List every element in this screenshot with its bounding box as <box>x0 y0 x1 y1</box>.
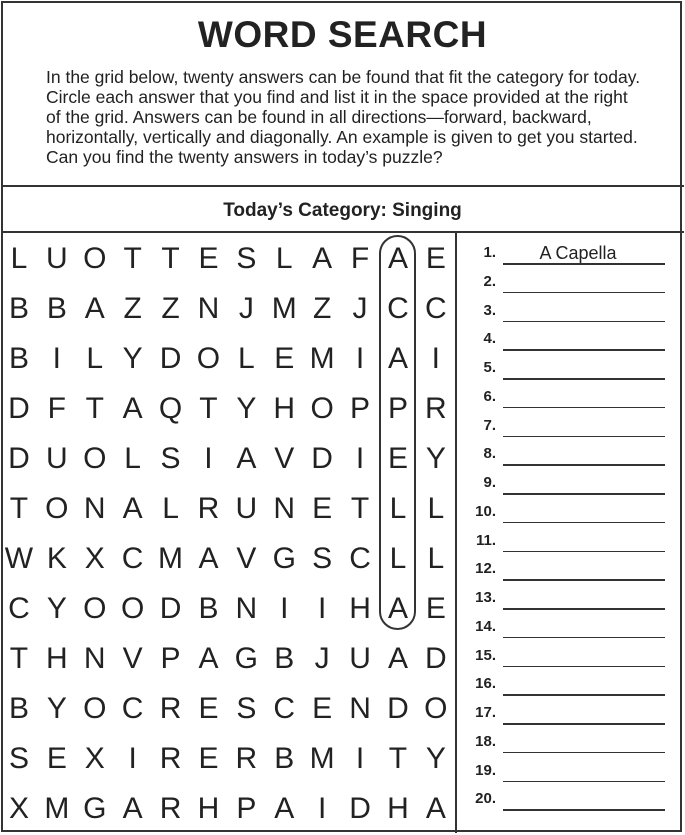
answer-number: 5. <box>483 359 496 376</box>
grid-cell[interactable]: I <box>52 342 61 375</box>
grid-cell[interactable]: T <box>9 642 29 675</box>
grid-cell[interactable]: U <box>349 642 371 675</box>
divider-top <box>1 185 684 187</box>
grid-cell[interactable]: T <box>9 492 29 525</box>
answer-blank[interactable] <box>503 809 665 811</box>
grid-cell[interactable]: B <box>46 292 67 325</box>
grid-cell[interactable]: Y <box>46 592 67 625</box>
grid-cell[interactable]: A <box>122 492 143 525</box>
grid-cell[interactable]: D <box>387 692 409 725</box>
grid-cell[interactable]: S <box>160 442 181 475</box>
answer-number: 19. <box>475 761 496 779</box>
grid-cell[interactable]: E <box>425 242 446 275</box>
grid-cell[interactable]: I <box>317 592 327 625</box>
grid-cell[interactable]: X <box>8 792 29 825</box>
grid-cell[interactable]: N <box>83 492 106 525</box>
answer-number: 11. <box>475 531 496 549</box>
grid-cell[interactable]: B <box>274 742 295 775</box>
grid-cell[interactable]: A <box>312 242 333 275</box>
grid-cell[interactable]: H <box>273 392 296 425</box>
grid-cell[interactable]: T <box>161 242 180 275</box>
grid-cell[interactable]: H <box>387 792 409 825</box>
answer-number: 4. <box>483 330 496 348</box>
grid-cell[interactable]: A <box>122 392 143 425</box>
grid-cell[interactable]: C <box>425 292 447 325</box>
answer-blank[interactable] <box>503 579 665 581</box>
grid-cell[interactable]: E <box>46 742 67 775</box>
grid-cell[interactable]: Y <box>425 442 446 475</box>
grid-cell[interactable]: P <box>387 392 408 425</box>
grid-cell[interactable]: A <box>274 792 295 825</box>
grid-cell[interactable]: V <box>236 542 257 575</box>
grid-cell[interactable]: O <box>83 692 107 725</box>
grid-cell[interactable]: N <box>197 292 220 325</box>
grid-cell[interactable]: H <box>197 792 220 825</box>
grid-cell[interactable]: K <box>46 542 67 575</box>
grid-cell[interactable]: J <box>352 292 368 325</box>
grid-cell[interactable]: T <box>123 242 142 275</box>
grid-cell[interactable]: T <box>85 392 104 425</box>
instructions-text: In the grid below, twenty answers can be found that fit the category for today. Circle each answer that you find and list it in the space provided at the right of the grid. Answers can be found in all directions—forward, backward, horizontally, vertically and diagonally. An example is given to get you started. Can you find the twenty answers in today’s puzzle? <box>46 67 641 167</box>
grid-cell[interactable]: J <box>238 292 254 325</box>
example-answer-circle <box>379 235 416 630</box>
grid-cell[interactable]: A <box>387 242 408 275</box>
answer-blank[interactable] <box>503 694 665 696</box>
grid-cell[interactable]: C <box>121 542 144 575</box>
answer-number: 12. <box>475 560 496 578</box>
grid-cell[interactable]: O <box>83 242 107 275</box>
answer-blank[interactable] <box>503 637 665 639</box>
grid-cell[interactable]: J <box>314 642 330 675</box>
grid-cell[interactable]: O <box>196 342 221 375</box>
answer-number: 17. <box>475 704 496 721</box>
answer-number: 2. <box>483 272 496 290</box>
grid-cell[interactable]: A <box>387 592 408 625</box>
grid-cell[interactable]: T <box>388 742 408 775</box>
grid-cell[interactable]: U <box>235 492 258 525</box>
grid-cell[interactable]: Y <box>122 342 143 375</box>
grid-cell[interactable]: X <box>84 542 105 575</box>
grid-cell[interactable]: L <box>86 342 104 375</box>
answer-number: 9. <box>483 474 496 491</box>
grid-cell[interactable]: N <box>273 492 296 525</box>
grid-cell[interactable]: R <box>425 392 447 425</box>
grid-cell[interactable]: E <box>425 592 446 625</box>
grid-cell[interactable]: Z <box>123 292 142 325</box>
grid-cell[interactable]: L <box>237 342 255 375</box>
grid-cell[interactable]: B <box>274 642 295 675</box>
grid-cell[interactable]: O <box>83 592 107 625</box>
grid-cell[interactable]: P <box>350 392 371 425</box>
grid-cell[interactable]: E <box>274 342 295 375</box>
grid-cell[interactable]: R <box>197 492 220 525</box>
grid-cell[interactable]: S <box>236 242 257 275</box>
grid-cell[interactable]: I <box>317 792 327 825</box>
grid-cell[interactable]: V <box>274 442 295 475</box>
grid-cell[interactable]: S <box>236 692 257 725</box>
grid-cell[interactable]: R <box>159 792 182 825</box>
grid-cell[interactable]: I <box>431 342 440 375</box>
grid-cell[interactable]: L <box>275 242 293 275</box>
grid-cell[interactable]: D <box>311 442 333 475</box>
answer-blank[interactable] <box>503 436 665 438</box>
grid-cell[interactable]: A <box>236 442 257 475</box>
grid-cell[interactable]: A <box>198 642 219 675</box>
answer-number: 13. <box>475 589 496 606</box>
grid-cell[interactable]: O <box>120 592 145 625</box>
grid-cell[interactable]: U <box>46 242 68 275</box>
answer-blank[interactable] <box>503 321 665 323</box>
answer-blank[interactable] <box>503 551 665 553</box>
answer-blank[interactable] <box>503 608 665 610</box>
grid-cell[interactable]: N <box>235 592 258 625</box>
grid-cell[interactable]: D <box>8 442 30 475</box>
answer-number: 16. <box>475 675 496 693</box>
grid-cell[interactable]: E <box>198 242 219 275</box>
answer-number: 1. <box>483 244 496 261</box>
grid-cell[interactable]: C <box>121 692 144 725</box>
grid-cell[interactable]: I <box>280 592 289 625</box>
grid-cell[interactable]: O <box>310 392 334 425</box>
answer-blank[interactable] <box>503 292 665 294</box>
answer-number: 7. <box>483 416 496 434</box>
grid-cell[interactable]: W <box>4 542 34 575</box>
answer-blank[interactable] <box>503 378 665 380</box>
grid-cell[interactable]: O <box>83 442 107 475</box>
grid-cell[interactable]: Y <box>236 392 257 425</box>
answer-blank[interactable] <box>503 349 665 351</box>
answer-number: 20. <box>475 790 496 808</box>
grid-cell[interactable]: A <box>84 292 105 325</box>
answer-blank[interactable] <box>503 493 665 495</box>
grid-cell[interactable]: O <box>45 492 69 525</box>
grid-cell[interactable]: P <box>160 642 181 675</box>
grid-cell[interactable]: D <box>159 592 182 625</box>
grid-cell[interactable]: O <box>424 692 448 725</box>
grid-cell[interactable]: D <box>349 792 371 825</box>
grid-cell[interactable]: G <box>234 642 258 675</box>
grid-cell[interactable]: I <box>204 442 213 475</box>
grid-cell[interactable]: L <box>389 492 407 525</box>
grid-cell[interactable]: T <box>199 392 218 425</box>
grid-cell[interactable]: P <box>236 792 257 825</box>
grid-cell[interactable]: C <box>8 592 30 625</box>
grid-cell[interactable]: C <box>387 292 409 325</box>
grid-cell[interactable]: I <box>355 442 365 475</box>
grid-cell[interactable]: E <box>198 742 219 775</box>
answer-number: 15. <box>475 646 496 664</box>
grid-cell[interactable]: I <box>128 742 137 775</box>
answer-blank[interactable] <box>503 781 665 783</box>
grid-cell[interactable]: N <box>83 642 106 675</box>
answer-blank[interactable] <box>503 723 665 725</box>
grid-cell[interactable]: D <box>8 392 30 425</box>
grid-cell[interactable]: C <box>349 542 371 575</box>
grid-cell[interactable]: L <box>162 492 179 525</box>
grid-cell[interactable]: F <box>47 392 66 425</box>
grid-cell[interactable]: F <box>350 242 370 275</box>
grid-cell[interactable]: I <box>355 342 365 375</box>
grid-cell[interactable]: A <box>425 792 446 825</box>
grid-cell[interactable]: D <box>425 642 447 675</box>
answer-blank[interactable] <box>503 263 665 265</box>
grid-cell[interactable]: M <box>309 742 335 775</box>
grid-cell[interactable]: E <box>198 692 219 725</box>
grid-cell[interactable]: A <box>387 642 408 675</box>
answer-number: 8. <box>483 445 496 463</box>
grid-cell[interactable]: H <box>46 642 68 675</box>
answer-number: 18. <box>475 732 496 750</box>
grid-cell[interactable]: D <box>159 342 182 375</box>
answer-text: A Capella <box>539 243 617 263</box>
grid-cell[interactable]: T <box>350 492 370 525</box>
grid-cell[interactable]: S <box>8 742 29 775</box>
grid-cell[interactable]: B <box>8 292 29 325</box>
grid-cell[interactable]: C <box>273 692 296 725</box>
grid-cell[interactable]: Y <box>425 742 446 775</box>
grid-cell[interactable]: V <box>122 642 143 675</box>
grid-cell[interactable]: Y <box>46 692 67 725</box>
grid-cell[interactable]: B <box>8 342 29 375</box>
answer-number: 6. <box>483 387 496 405</box>
grid-cell[interactable]: G <box>272 542 296 575</box>
grid-cell[interactable]: R <box>235 742 258 775</box>
grid-cell[interactable]: E <box>387 442 408 475</box>
grid-cell[interactable]: B <box>198 592 219 625</box>
grid-cell[interactable]: H <box>349 592 371 625</box>
grid-cell[interactable]: I <box>355 742 365 775</box>
grid-cell[interactable]: L <box>389 542 407 575</box>
grid-cell[interactable]: M <box>309 342 335 375</box>
grid-cell[interactable]: R <box>159 742 182 775</box>
grid-cell[interactable]: M <box>158 542 184 575</box>
grid-cell[interactable]: Q <box>158 392 183 425</box>
page-title: WORD SEARCH <box>197 14 488 55</box>
answer-number: 14. <box>475 617 496 635</box>
grid-cell[interactable]: A <box>198 542 219 575</box>
grid-cell[interactable]: B <box>8 692 29 725</box>
grid-cell[interactable]: L <box>427 492 445 525</box>
answer-number: 3. <box>483 301 496 319</box>
grid-cell[interactable]: A <box>387 342 408 375</box>
answer-blank[interactable] <box>503 752 665 754</box>
grid-cell[interactable]: G <box>83 792 107 825</box>
answer-blank[interactable] <box>503 522 665 524</box>
grid-cell[interactable]: M <box>271 292 297 325</box>
grid-cell[interactable]: L <box>427 542 445 575</box>
grid-cell[interactable]: X <box>84 742 105 775</box>
divider-vertical <box>455 232 457 833</box>
grid-cell[interactable]: N <box>349 692 371 725</box>
grid-cell[interactable]: S <box>312 542 333 575</box>
grid-cell[interactable]: E <box>312 692 333 725</box>
grid-cell[interactable]: L <box>124 442 141 475</box>
grid-cell[interactable]: A <box>122 792 143 825</box>
grid-cell[interactable]: U <box>46 442 68 475</box>
answer-blank[interactable] <box>503 407 665 409</box>
grid-cell[interactable]: M <box>44 792 70 825</box>
grid-cell[interactable]: L <box>10 242 28 275</box>
grid-cell[interactable]: E <box>312 492 333 525</box>
answer-blank[interactable] <box>503 666 665 668</box>
category-heading: Today’s Category: Singing <box>223 200 462 221</box>
grid-cell[interactable]: Z <box>312 292 332 325</box>
answer-blank[interactable] <box>503 464 665 466</box>
answer-number: 10. <box>475 502 496 520</box>
grid-cell[interactable]: Z <box>161 292 180 325</box>
grid-cell[interactable]: R <box>159 692 182 725</box>
